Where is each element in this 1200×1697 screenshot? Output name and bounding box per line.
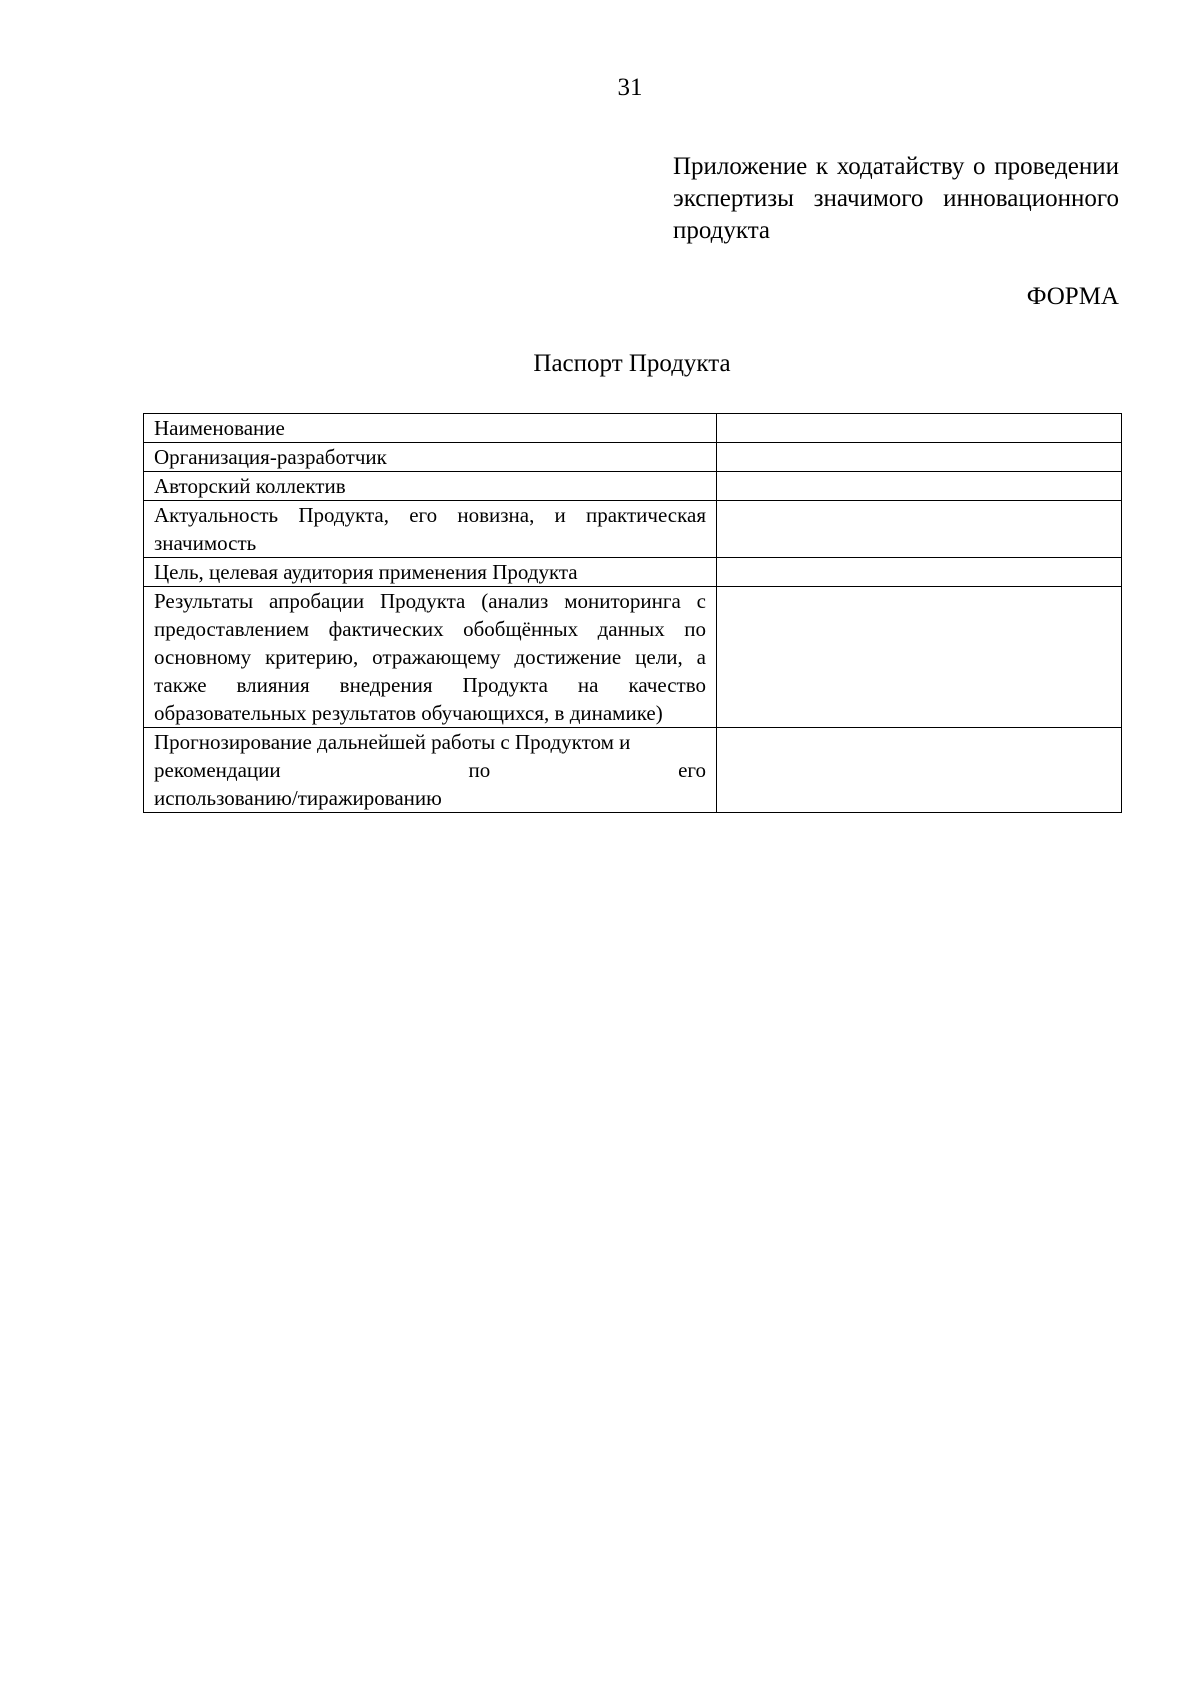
- row-value-approbation-results: [717, 587, 1122, 728]
- document-title: Паспорт Продукта: [533, 350, 731, 377]
- table-row: [144, 414, 1122, 443]
- table-row: [144, 443, 1122, 472]
- row-label-relevance: Актуальность Продукта, его новизна, и практическая значимость: [144, 501, 717, 558]
- row-value-goal-audience: [717, 558, 1122, 587]
- row-value-forecast: [717, 728, 1122, 813]
- row-label-forecast: [144, 728, 717, 813]
- row-label-authors: Авторский коллектив: [144, 472, 717, 501]
- form-label: ФОРМА: [1026, 283, 1119, 310]
- table-row: [144, 587, 1122, 728]
- table-row: [144, 472, 1122, 501]
- row-label-forecast-line-2: рекомендации по его: [154, 758, 706, 782]
- row-label-name: Наименование: [144, 414, 717, 443]
- row-label-forecast-line-3: использованию/тиражированию: [154, 786, 442, 810]
- product-passport-table: [143, 413, 1122, 813]
- row-value-relevance: [717, 501, 1122, 558]
- table-row: [144, 728, 1122, 813]
- appendix-note: Приложение к ходатайству о проведении экспертизы значимого инновационного продукта: [673, 153, 1119, 244]
- row-label-forecast-line-1: Прогнозирование дальнейшей работы с Продуктом и: [154, 730, 631, 754]
- table-row: [144, 558, 1122, 587]
- row-value-name: [717, 414, 1122, 443]
- row-label-approbation-results: Результаты апробации Продукта (анализ мониторинга с предоставлением фактических обобщённых данных по основному критерию, отражающему достижение цели, а также влияния внедрения Продукта на качество образовательных результатов обучающихся, в динамике): [144, 587, 717, 728]
- table-row: [144, 501, 1122, 558]
- row-value-authors: [717, 472, 1122, 501]
- page-number: 31: [617, 74, 643, 101]
- row-label-goal-audience: Цель, целевая аудитория применения Продукта: [144, 558, 717, 587]
- row-label-developer-organization: Организация-разработчик: [144, 443, 717, 472]
- row-value-developer-organization: [717, 443, 1122, 472]
